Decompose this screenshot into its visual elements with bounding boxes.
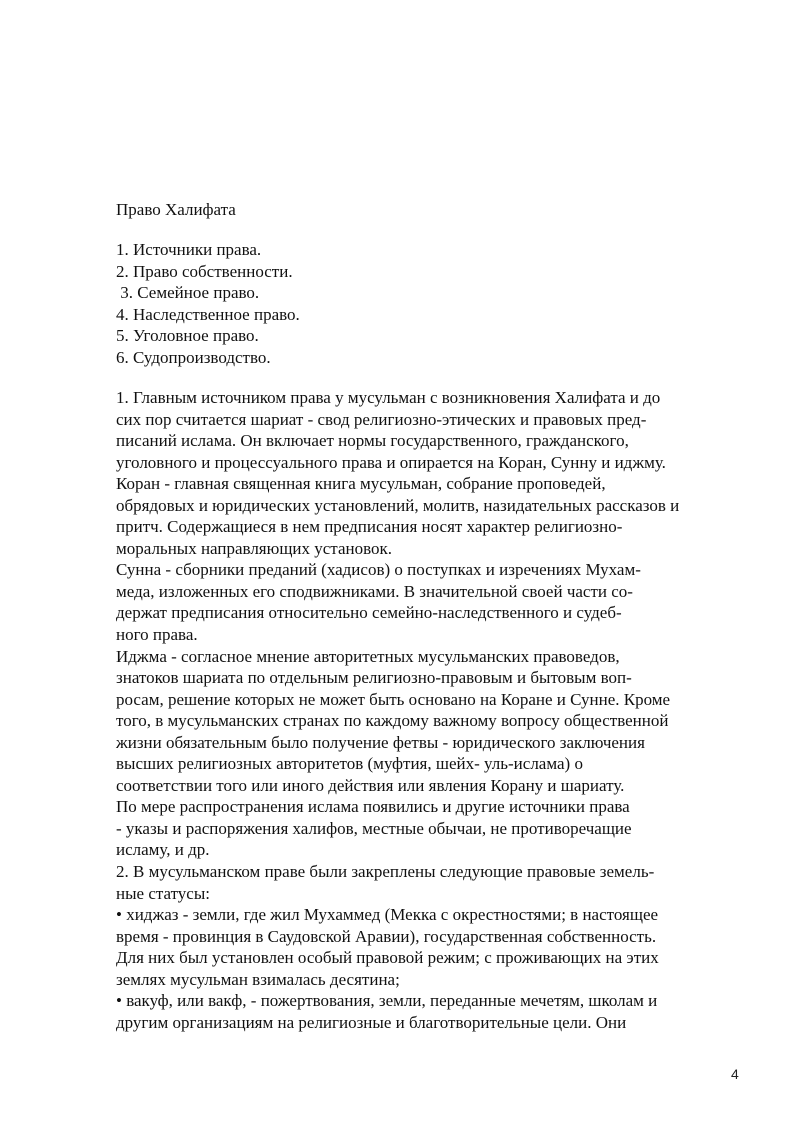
- toc-item: 5. Уголовное право.: [116, 326, 259, 346]
- text-line: - указы и распоряжения халифов, местные обычаи, не противоречащие: [116, 818, 632, 838]
- text-line: • хиджаз - земли, где жил Мухаммед (Мекка с окрестностями; в настоящее: [116, 905, 659, 925]
- toc-item: 6. Судопроизводство.: [116, 347, 271, 367]
- document-title: Право Халифата: [116, 200, 236, 219]
- text-line: землях мусульман взималась десятина;: [116, 969, 400, 989]
- text-line: писаний ислама. Он включает нормы государственного, гражданского,: [116, 431, 629, 451]
- text-line: уголовного и процессуального права и опирается на Коран, Сунну и иджму.: [116, 452, 666, 472]
- toc-item: 2. Право собственности.: [116, 261, 293, 281]
- text-line: высших религиозных авторитетов (муфтия, шейх- уль-ислама) о: [116, 754, 583, 774]
- toc-item: 3. Семейное право.: [116, 283, 260, 303]
- text-line: меда, изложенных его сподвижниками. В значительной своей части со-: [116, 581, 633, 601]
- text-line: моральных направляющих установок.: [116, 538, 393, 558]
- text-line: • вакуф, или вакф, - пожертвования, земли, переданные мечетям, школам и: [116, 991, 658, 1011]
- text-line: росам, решение которых не может быть основано на Коране и Сунне. Кроме: [116, 689, 671, 709]
- text-line: ные статусы:: [116, 883, 210, 903]
- text-line: Коран - главная священная книга мусульман, собрание проповедей,: [116, 474, 606, 494]
- text-line: Для них был установлен особый правовой режим; с проживающих на этих: [116, 948, 659, 968]
- body-text: [116, 387, 756, 1033]
- page-number: 4: [731, 1066, 739, 1082]
- text-line: ного права.: [116, 625, 198, 645]
- text-line: Иджма - согласное мнение авторитетных мусульманских правоведов,: [116, 646, 620, 666]
- text-line: того, в мусульманских странах по каждому важному вопросу общественной: [116, 711, 669, 731]
- text-line: время - провинция в Саудовской Аравии), государственная собственность.: [116, 926, 657, 946]
- toc-item: 4. Наследственное право.: [116, 304, 300, 324]
- text-line: другим организациям на религиозные и благотворительные цели. Они: [116, 1012, 627, 1032]
- text-line: обрядовых и юридических установлений, молитв, назидательных рассказов и: [116, 495, 680, 515]
- text-line: 1. Главным источником права у мусульман с возникновения Халифата и до: [116, 388, 661, 407]
- text-line: сих пор считается шариат - свод религиозно-этических и правовых пред-: [116, 409, 647, 429]
- text-line: притч. Содержащиеся в нем предписания носят характер религиозно-: [116, 517, 623, 537]
- text-line: По мере распространения ислама появились и другие источники права: [116, 797, 630, 817]
- text-line: знатоков шариата по отдельным религиозно-правовым и бытовым воп-: [116, 668, 632, 688]
- table-of-contents: [116, 239, 300, 369]
- text-line: жизни обязательным было получение фетвы - юридического заключения: [116, 732, 645, 752]
- text-line: исламу, и др.: [116, 840, 210, 860]
- text-line: 2. В мусульманском праве были закреплены следующие правовые земель-: [116, 862, 655, 882]
- text-line: соответствии того или иного действия или явления Корану и шариату.: [116, 775, 625, 795]
- toc-item: 1. Источники права.: [116, 240, 262, 259]
- text-line: держат предписания относительно семейно-наследственного и судеб-: [116, 603, 622, 623]
- text-line: Сунна - сборники преданий (хадисов) о поступках и изречениях Мухам-: [116, 560, 641, 580]
